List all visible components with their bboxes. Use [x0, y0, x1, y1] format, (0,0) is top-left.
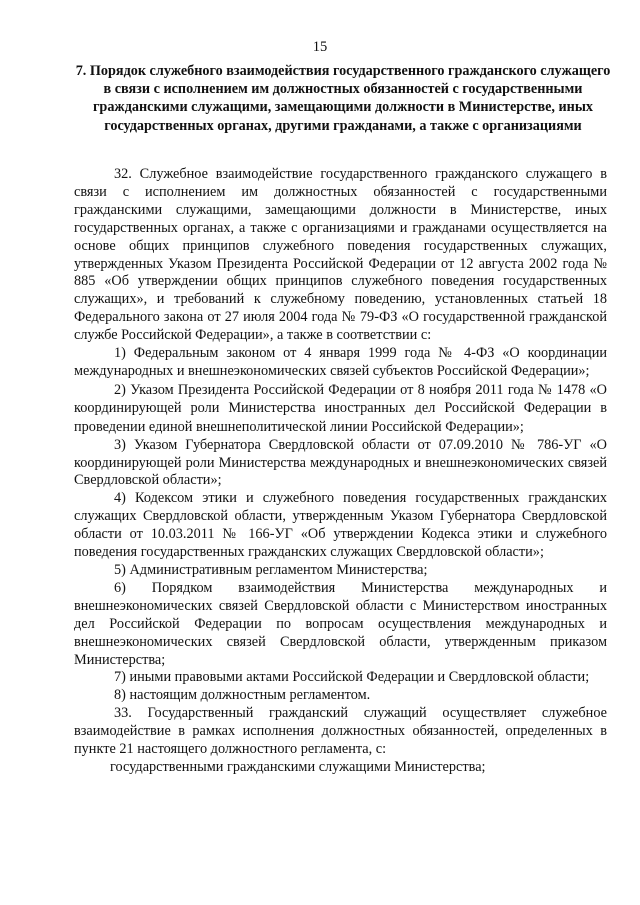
list-item-5: 5) Административным регламентом Министерства; [114, 562, 428, 578]
list-item-6: 6) Порядком взаимодействия Министерства международных и внешнеэкономических связей Свердловской области с Министерством иностранных дел Российской Федерации по вопросам осуществления международных и внешнеэкономических связей Свердловской области, утвержденным приказом Министерства; [74, 579, 607, 668]
list-item-7: 7) иными правовыми актами Российской Федерации и Свердловской области; [114, 669, 590, 686]
list-item-4: 4) Кодексом этики и служебного поведения государственных гражданских служащих Свердловской области, утвержденным Указом Губернатора Свердловской области от 10.03.2011 № 166-УГ «Об утверждении Кодекса этики и служебного поведения государственных гражданских служащих Свердловской области»; [74, 490, 607, 561]
list-item-8: 8) настоящим должностным регламентом. [114, 687, 371, 704]
paragraph-33-item: государственными гражданскими служащими Министерства; [110, 758, 486, 775]
list-item-3: 3) Указом Губернатора Свердловской области от 07.09.2010 № 786-УГ «О координирующей роли Министерства международных и внешнеэкономических связей Свердловской области»; [74, 436, 607, 489]
paragraph-32: 32. Служебное взаимодействие государственного гражданского служащего в связи с исполнением им должностных обязанностей с государственными гражданскими служащими, замещающими должности в Министерстве, иных государственных органах, а также с организациями и гражданами осуществляется на основе общих принципов служебного поведения государственных служащих, утвержденных Указом Президента Российской Федерации от 12 августа 2002 года № 885 «Об утверждении общих принципов служебного поведения государственных служащих», и требований к служебному поведению, установленных статьей 18 Федерального закона от 27 июля 2004 года № 79-ФЗ «О государственной гражданской службе Российской Федерации», а также в соответствии с: [74, 166, 607, 344]
page-number: 15 [312, 39, 328, 55]
paragraph-33: 33. Государственный гражданский служащий осуществляет служебное взаимодействие в рамках исполнения должностных обязанностей, определенных в пункте 21 настоящего должностного регламента, с: [74, 705, 607, 758]
document-body [74, 166, 607, 777]
list-item-2: 2) Указом Президента Российской Федерации от 8 ноября 2011 года № 1478 «О координирующей роли Министерства иностранных дел Российской Федерации в проведении единой внешнеполитической линии Российской Федерации»; [74, 381, 607, 436]
section-heading: 7. Порядок служебного взаимодействия государственного гражданского служащего в связи с исполнением им должностных обязанностей с государственными гражданскими служащими, замещающими должности в Министерстве, иных государственных органах, другими гражданами, а также с организациями [75, 63, 611, 134]
list-item-1: 1) Федеральным законом от 4 января 1999 года № 4-ФЗ «О координации международных и внешнеэкономических связей субъектов Российской Федерации»; [74, 345, 607, 379]
